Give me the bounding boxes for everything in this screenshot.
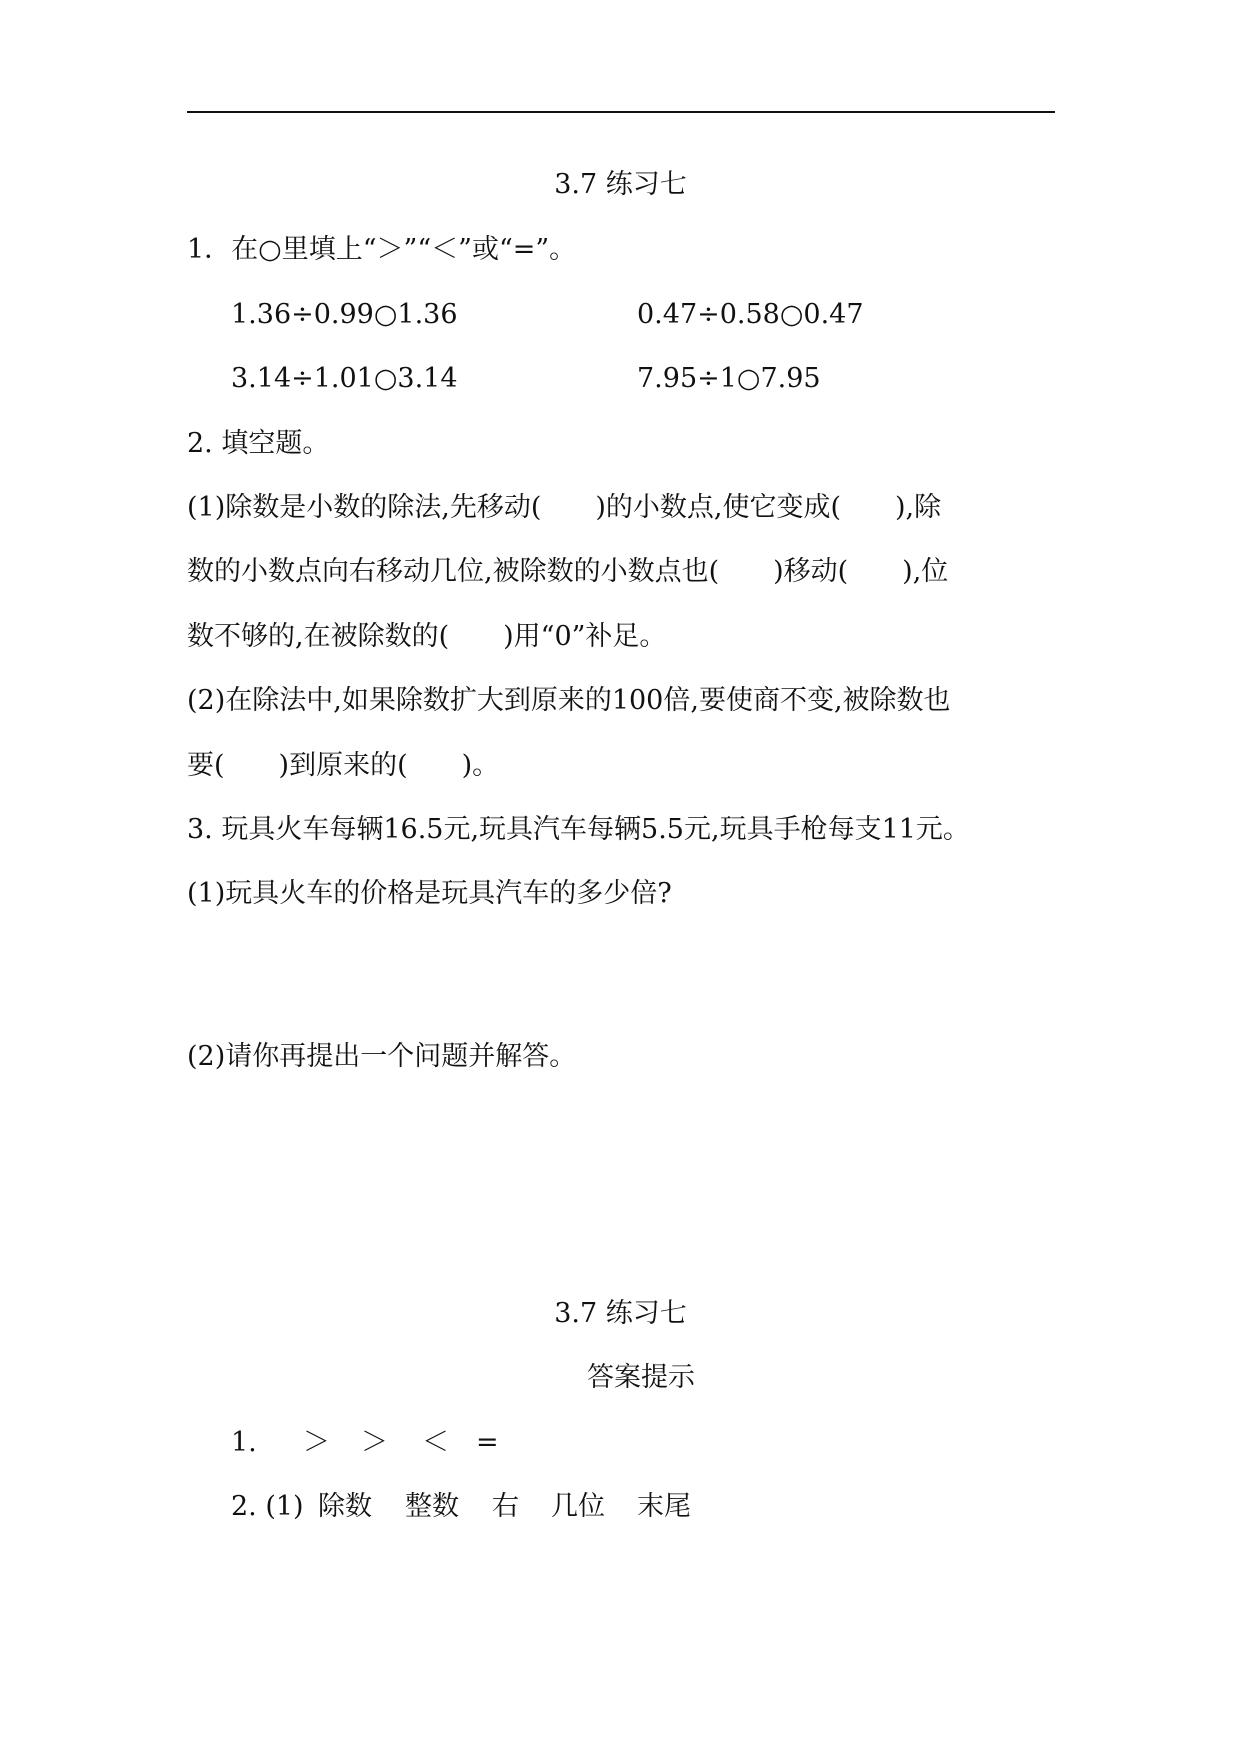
q2-p2-line: (2)在除法中,如果除数扩大到原来的100倍,要使商不变,被除数也 [187, 685, 951, 716]
answer-2-item: 几位 [551, 1491, 605, 1522]
q1-item: 3.14÷1.01○3.14 [231, 363, 458, 394]
answer-2-label: 2. (1) [231, 1491, 304, 1522]
page-title: 3.7 练习七 [554, 169, 687, 200]
q3-sub1: (1)玩具火车的价格是玩具汽车的多少倍? [187, 878, 672, 909]
answer-2-item: 右 [492, 1491, 519, 1522]
q2-p2-line: 要( )到原来的( )。 [187, 750, 500, 781]
q2-prompt: 2. 填空题。 [187, 428, 330, 459]
answer-1-mark: ＜ [422, 1427, 449, 1458]
answer-2-item: 末尾 [637, 1491, 691, 1522]
answer-2-item: 除数 [318, 1491, 372, 1522]
answer-1-mark: ＞ [303, 1427, 330, 1458]
answers-subtitle: 答案提示 [587, 1362, 695, 1393]
answer-1-mark: ＞ [361, 1427, 388, 1458]
q2-p1-line: 数不够的,在被除数的( )用“0”补足。 [187, 621, 667, 652]
header-rule [187, 111, 1055, 113]
q1-item: 7.95÷1○7.95 [637, 363, 821, 394]
answer-1-mark: = [476, 1427, 499, 1458]
q1-prompt: 1．在○里填上“＞”“＜”或“=”。 [187, 234, 577, 265]
q2-p1-line: (1)除数是小数的除法,先移动( )的小数点,使它变成( ),除 [187, 492, 942, 523]
q3-sub2: (2)请你再提出一个问题并解答。 [187, 1041, 577, 1072]
answers-title: 3.7 练习七 [554, 1298, 687, 1329]
q3-prompt: 3. 玩具火车每辆16.5元,玩具汽车每辆5.5元,玩具手枪每支11元。 [187, 814, 970, 845]
q1-item: 1.36÷0.99○1.36 [231, 299, 458, 330]
q1-item: 0.47÷0.58○0.47 [637, 299, 864, 330]
q2-p1-line: 数的小数点向右移动几位,被除数的小数点也( )移动( ),位 [187, 556, 949, 587]
answer-2-item: 整数 [405, 1491, 459, 1522]
answer-1-label: 1. [231, 1427, 257, 1458]
